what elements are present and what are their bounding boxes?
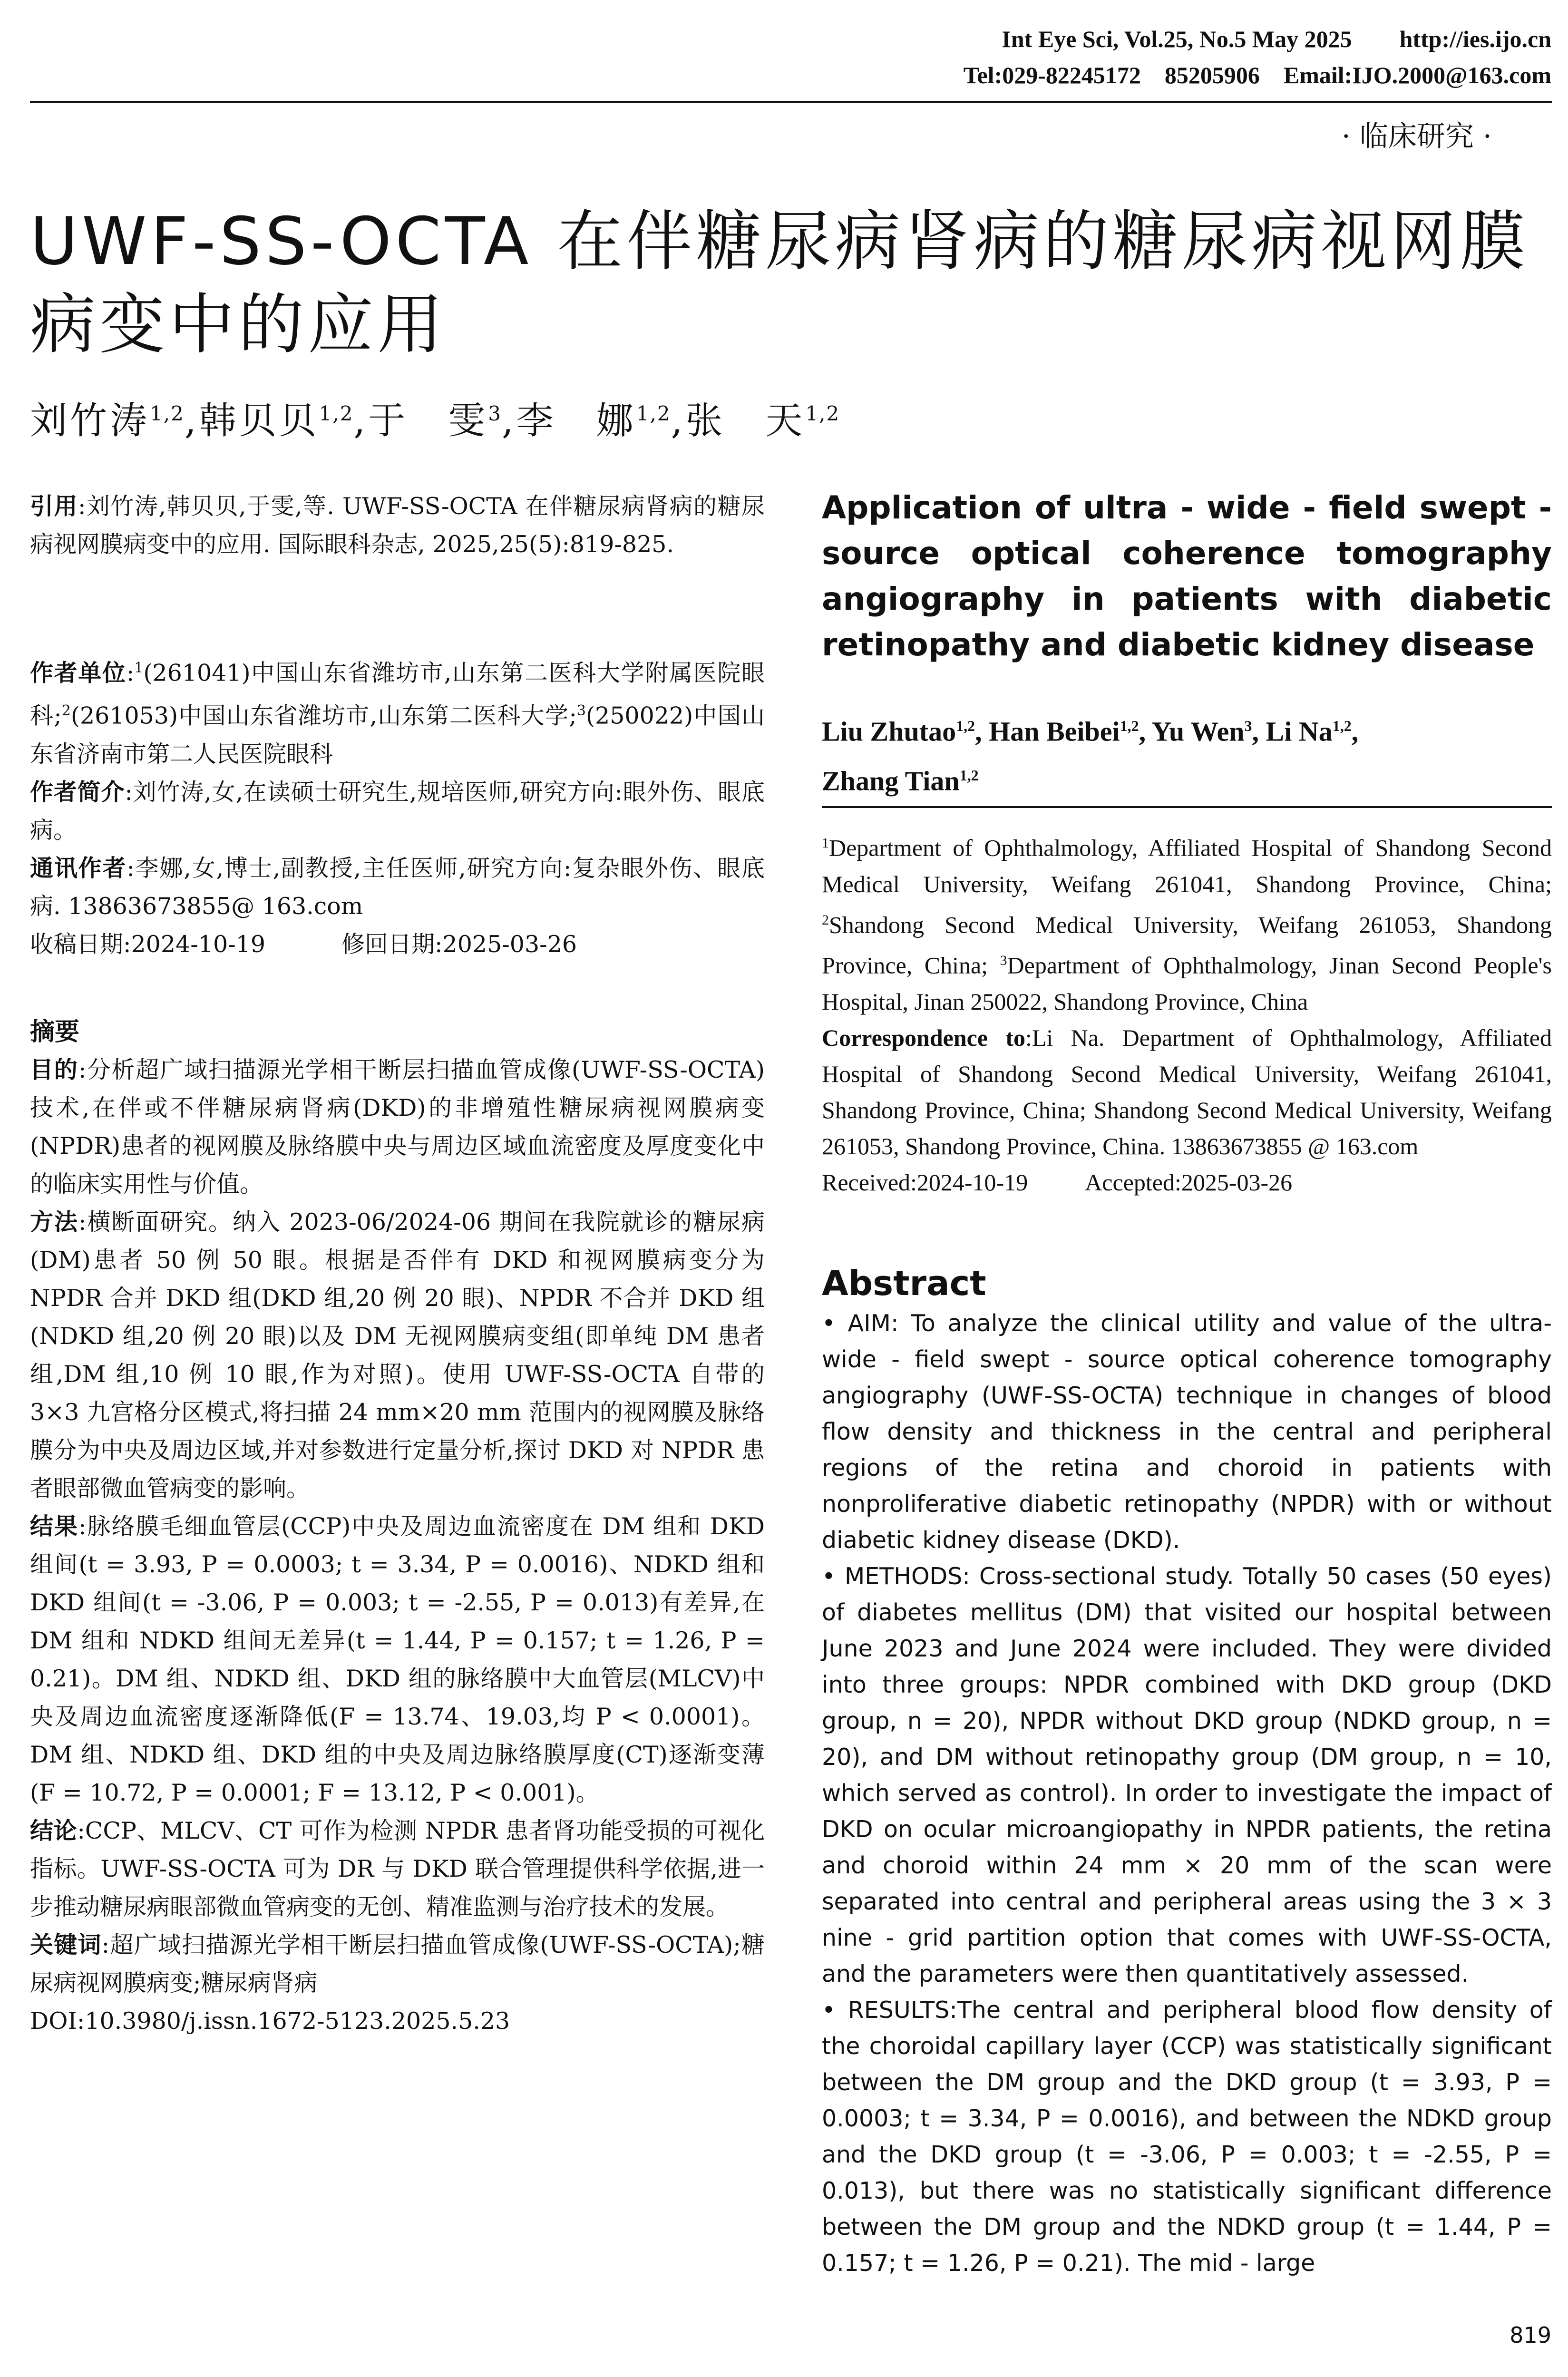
- conclusion-label: 结论: [30, 1817, 78, 1844]
- author-separator: ,: [501, 399, 516, 442]
- author-name: 刘竹涛: [30, 399, 150, 442]
- doi: DOI:10.3980/j.issn.1672-5123.2025.5.23: [30, 2007, 510, 2035]
- affiliation-label: 作者单位: [30, 659, 127, 687]
- affiliation-colon: :: [126, 659, 135, 687]
- correspondence-text: :Li Na. Department of Ophthalmology, Affiliated Hospital of Shandong Second Medical University, Weifang 261041, Shandong Province, China; Shandong Second Medical University, Weifang 261053, Shandong Province, China. 13863673855 @ 163.com: [822, 1024, 1552, 1159]
- keywords: [30, 1926, 765, 2002]
- results-label: 结果: [30, 1513, 78, 1540]
- aim-label: • AIM: [822, 1310, 891, 1337]
- article-title-zh: UWF-SS-OCTA 在伴糖尿病肾病的糖尿病视网膜病变中的应用: [30, 203, 1529, 363]
- methods-label: 方法: [30, 1208, 78, 1236]
- abstract-zh: [30, 1051, 765, 2040]
- affiliation-text-en: Department of Ophthalmology, Affiliated Hospital of Shandong Second Medical University, Weifang 261041, Shandong Province, China;: [822, 834, 1552, 897]
- results-text-en: :The central and peripheral blood flow density of the choroidal capillary layer (CCP) was statistically significant between the DM group and the DKD group (t = 3.93, P = 0.0003; t = 3.34, P = 0.0016), and between the NDKD group and the DKD group (t = -3.06, P = 0.003; t = -2.55, P = 0.013), but there was no statistically significant difference between the DM group and the NDKD group (t = 1.44, P = 0.157; t = 1.26, P = 0.21). The mid - large: [822, 1997, 1552, 2277]
- journal-header-line2: Tel:029-82245172 85205906 Email:IJO.2000@163.com: [963, 62, 1551, 88]
- affiliation-text-en: Department of Ophthalmology, Jinan Second People's Hospital, Jinan 250022, Shandong Province, China: [822, 952, 1552, 1015]
- keywords-label: 关键词: [30, 1931, 102, 1958]
- affiliation-en: [822, 825, 1552, 1200]
- abstract-heading-en: Abstract: [822, 1263, 986, 1303]
- abstract-en: [822, 1305, 1552, 2281]
- affiliation-mark: 1: [134, 660, 144, 676]
- dates-en: [822, 1164, 1552, 1200]
- author-affiliation-mark: 1,2: [636, 402, 671, 425]
- author-name-en: Han Beibei: [989, 716, 1120, 747]
- author-intro-label: 作者简介: [30, 778, 125, 806]
- author-name: 韩贝贝: [199, 399, 319, 442]
- author-affiliation-mark: 3: [488, 402, 502, 425]
- citation-label: 引用: [30, 493, 78, 520]
- abstract-methods: [30, 1203, 765, 1508]
- received-date-en: Received:2024-10-19: [822, 1169, 1028, 1196]
- author-separator: ,: [353, 399, 369, 442]
- revised-date-zh: 修回日期:2025-03-26: [341, 930, 577, 958]
- author-mark-en: 3: [1244, 717, 1252, 734]
- author-list-zh: [30, 390, 840, 445]
- aim-text: : To analyze the clinical utility and value of the ultra- wide - field swept - source optical coherence tomography angiography (UWF-SS-OCTA) technique in changes of blood flow density and thickness in the central and peripheral regions of the retina and choroid in patients with nonproliferative diabetic retinopathy (NPDR) with or without diabetic kidney disease (DKD).: [822, 1310, 1552, 1554]
- author-intro: [30, 773, 765, 849]
- section-label: · 临床研究 ·: [1341, 120, 1492, 153]
- corresponding-text: :李娜,女,博士,副教授,主任医师,研究方向:复杂眼外伤、眼底病. 13863673855@ 163.com: [30, 854, 765, 920]
- author-name-en: Li Na: [1266, 716, 1333, 747]
- author-affiliation-mark: 1,2: [150, 402, 185, 425]
- affiliation-mark: 2: [61, 702, 71, 720]
- author-separator: ,: [671, 399, 686, 442]
- author-separator: ,: [975, 716, 989, 747]
- abstract-heading-zh: 摘要: [30, 1018, 80, 1046]
- header-rule: [30, 101, 1552, 103]
- column-rule: [822, 806, 1552, 808]
- abstract-conclusion: [30, 1812, 765, 1926]
- author-name-en: Yu Wen: [1151, 716, 1245, 747]
- affiliation-mark: 3: [1000, 953, 1007, 969]
- abstract-results: [30, 1508, 765, 1812]
- author-affiliation-mark: 1,2: [805, 402, 840, 425]
- page-number: 819: [1510, 2322, 1551, 2348]
- correspondence-label: Correspondence to: [822, 1024, 1025, 1051]
- methods-label-en: • METHODS: [822, 1563, 963, 1590]
- citation-block: [30, 487, 765, 564]
- corresponding-label: 通讯作者: [30, 854, 127, 882]
- affiliation-zh: [30, 649, 765, 773]
- objective-label: 目的: [30, 1056, 78, 1083]
- affiliation-text-en: Shandong Second Medical University, Weifang 261053, Shandong Province, China;: [822, 911, 1552, 979]
- results-label-en: • RESULTS: [822, 1997, 950, 2024]
- dates-zh: [30, 925, 765, 964]
- abstract-results-en: [822, 1992, 1552, 2281]
- abstract-methods-en: [822, 1559, 1552, 1992]
- author-name-en: Liu Zhutao: [822, 716, 956, 747]
- methods-text: :横断面研究。纳入 2023-06/2024-06 期间在我院就诊的糖尿病(DM)患者 50 例 50 眼。根据是否伴有 DKD 和视网膜病变分为 NPDR 合并 DKD 组(DKD 组,20 例 20 眼)、NPDR 不合并 DKD 组(NDKD 组,20 例 20 眼)以及 DM 无视网膜病变组(即单纯 DM 患者组,DM 组,10 例 10 眼,作为对照)。使用 UWF-SS-OCTA 自带的 3×3 九宫格分区模式,将扫描 24 mm×20 mm 范围内的视网膜及脉络膜分为中央及周边区域,并对参数进行定量分析,探讨 DKD 对 NPDR 患者眼部微血管病变的影响。: [30, 1208, 765, 1502]
- abstract-aim-en: [822, 1305, 1552, 1559]
- author-mark-en: 1,2: [959, 767, 979, 784]
- affiliation-text: (250022)中国山东省济南市第二人民医院眼科: [30, 702, 765, 768]
- author-mark-en: 1,2: [1120, 717, 1139, 734]
- author-separator: ,: [184, 399, 199, 442]
- objective-text: :分析超广域扫描源光学相干断层扫描血管成像(UWF-SS-OCTA)技术,在伴或不伴糖尿病肾病(DKD)的非增殖性糖尿病视网膜病变(NPDR)患者的视网膜及脉络膜中央与周边区域血流密度及厚度变化中的临床实用性与价值。: [30, 1056, 765, 1198]
- author-separator: ,: [1252, 716, 1266, 747]
- author-intro-text: :刘竹涛,女,在读硕士研究生,规培医师,研究方向:眼外伤、眼底病。: [30, 778, 765, 844]
- affiliation-mark: 1: [822, 835, 829, 851]
- received-date-zh: 收稿日期:2024-10-19: [30, 930, 266, 958]
- author-list-en: [822, 704, 1552, 803]
- keywords-text: :超广域扫描源光学相干断层扫描血管成像(UWF-SS-OCTA);糖尿病视网膜病变;糖尿病肾病: [30, 1931, 765, 1997]
- author-separator: ,: [1351, 716, 1359, 747]
- results-text: :脉络膜毛细血管层(CCP)中央及周边血流密度在 DM 组和 DKD 组间(t = 3.93, P = 0.0003; t = 3.34, P = 0.0016)、NDKD 组和 DKD 组间(t = -3.06, P = 0.003; t = -2.55, P = 0.013)有差异,在 DM 组和 NDKD 组间无差异(t = 1.44, P = 0.157; t = 1.26, P = 0.21)。DM 组、NDKD 组、DKD 组的脉络膜中大血管层(MLCV)中央及周边血流密度逐渐降低(F = 13.74、19.03,均 P < 0.0001)。DM 组、NDKD 组、DKD 组的中央及周边脉络膜厚度(CT)逐渐变薄(F = 10.72, P = 0.0001; F = 13.12, P < 0.001)。: [30, 1513, 765, 1806]
- affiliation-text: (261053)中国山东省潍坊市,山东第二医科大学;: [70, 702, 577, 730]
- author-name-en: Zhang Tian: [822, 765, 960, 797]
- author-mark-en: 1,2: [956, 717, 975, 734]
- accepted-date-en: Accepted:2025-03-26: [1085, 1169, 1293, 1196]
- corresponding-author: [30, 849, 765, 925]
- affiliation-mark: 2: [822, 912, 829, 928]
- journal-header-line1: Int Eye Sci, Vol.25, No.5 May 2025 http://ies.ijo.cn: [1002, 26, 1551, 52]
- affiliation-text: (261041)中国山东省潍坊市,山东第二医科大学附属医院眼科;: [30, 659, 765, 730]
- article-title-en: Application of ultra - wide - field swept - source optical coherence tomography angiography in patients with diabetic retinopathy and diabetic kidney disease: [822, 489, 1552, 663]
- abstract-objective: [30, 1051, 765, 1203]
- citation-text: :刘竹涛,韩贝贝,于雯,等. UWF-SS-OCTA 在伴糖尿病肾病的糖尿病视网膜病变中的应用. 国际眼科杂志, 2025,25(5):819-825.: [30, 493, 765, 558]
- author-info-block: [30, 649, 765, 964]
- author-mark-en: 1,2: [1332, 717, 1352, 734]
- author-name: 于 雯: [368, 399, 488, 442]
- author-affiliation-mark: 1,2: [319, 402, 354, 425]
- author-name: 李 娜: [516, 399, 636, 442]
- conclusion-text: :CCP、MLCV、CT 可作为检测 NPDR 患者肾功能受损的可视化指标。UWF-SS-OCTA 可为 DR 与 DKD 联合管理提供科学依据,进一步推动糖尿病眼部微血管病变的无创、精准监测与治疗技术的发展。: [30, 1817, 765, 1920]
- author-separator: ,: [1139, 716, 1152, 747]
- author-name: 张 天: [685, 399, 806, 442]
- affiliation-mark: 3: [576, 702, 586, 720]
- methods-text-en: : Cross-sectional study. Totally 50 cases (50 eyes) of diabetes mellitus (DM) that visited our hospital between June 2023 and June 2024 were included. They were divided into three groups: NPDR combined with DKD group (DKD group, n = 20), NPDR without DKD group (NDKD group, n = 20), and DM without retinopathy group (DM group, n = 10, which served as control). In order to investigate the impact of DKD on ocular microangiopathy in NPDR patients, the retina and choroid within 24 mm × 20 mm of the scan were separated into central and peripheral areas using the 3 × 3 nine - grid partition option that comes with UWF-SS-OCTA, and the parameters were then quantitatively assessed.: [822, 1563, 1552, 1987]
